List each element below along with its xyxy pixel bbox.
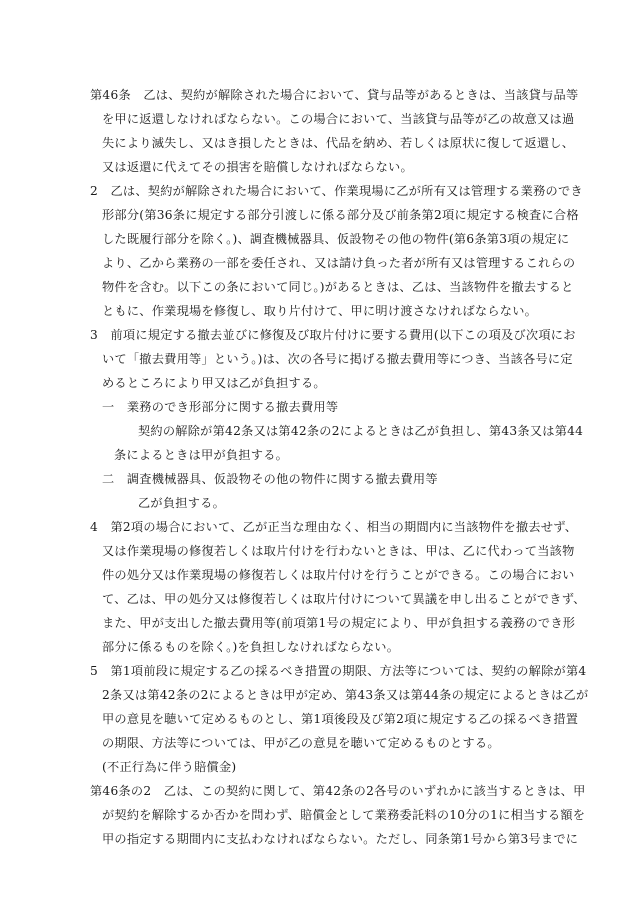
text-line: 形部分(第36条に規定する部分引渡しに係る部分及び前条第2項に規定する検査に合格 — [102, 208, 579, 222]
text-line: 失により滅失し、又はき損したときは、代品を納め、若しくは原状に復して返還し、 — [102, 136, 575, 150]
text-line: 2条又は第42条の2によるときは甲が定め、第43条又は第44条の規定によるときは乙が — [102, 688, 589, 702]
article-caption: (不正行為に伴う賠償金) — [102, 760, 237, 774]
text-line: 甲の意見を聴いて定めるものとし、第1項後段及び第2項に規定する乙の採るべき措置 — [102, 712, 579, 726]
text-line: 契約の解除が第42条又は第42条の2によるときは乙が負担し、第43条又は第44 — [138, 424, 584, 438]
text-line: より、乙から業務の一部を委任され、又は請け負った者が所有又は管理するこれらの — [102, 256, 576, 270]
text-line: 件の処分又は作業現場の修復若しくは取片付けを行うことができる。この場合におい — [102, 568, 575, 582]
text-line: 部分に係るものを除く。)を負担しなければならない。 — [102, 640, 400, 654]
text-line: が契約を解除するか否かを問わず、賠償金として業務委託料の10分の1に相当する額を — [102, 808, 586, 822]
article-46-heading-line: 第46条 乙は、契約が解除された場合において、貸与品等があるときは、当該貸与品等 — [90, 88, 579, 102]
text-line: めるところにより甲又は乙が負担する。 — [102, 376, 326, 390]
text-line: て、乙は、甲の処分又は修復若しくは取片付けについて異議を申し出ることができず、 — [102, 592, 586, 606]
text-line: の期限、方法等については、甲が乙の意見を聴いて定めるものとする。 — [102, 736, 500, 750]
text-line: 条によるときは甲が負担する。 — [114, 448, 289, 462]
paragraph-3-line: 3 前項に規定する撤去並びに修復及び取片付けに要する費用(以下この項及び次項にお — [90, 328, 576, 342]
text-line: いて「撤去費用等」という。)は、次の各号に掲げる撤去費用等につき、当該各号に定 — [102, 352, 573, 366]
text-line: 物件を含む。以下この条において同じ。)があるときは、乙は、当該物件を撤去すると — [102, 280, 574, 294]
text-line: また、甲が支出した撤去費用等(前項第1号の規定により、甲が負担する義務のでき形 — [102, 616, 576, 630]
article-46-2-heading-line: 第46条の2 乙は、この契約に関して、第42条の2各号のいずれかに該当するときは、甲 — [90, 784, 586, 798]
paragraph-5-line: 5 第1項前段に規定する乙の採るべき措置の期限、方法等については、契約の解除が第4 — [90, 664, 587, 678]
item-1-heading: 一 業務のでき形部分に関する撤去費用等 — [102, 400, 339, 414]
paragraph-2-line: 2 乙は、契約が解除された場合において、作業現場に乙が所有又は管理する業務のでき — [90, 184, 583, 198]
text-line: 甲の指定する期間内に支払わなければならない。ただし、同条第1号から第3号までに — [102, 832, 579, 846]
text-line: 乙が負担する。 — [138, 496, 226, 510]
text-line: ともに、作業現場を修復し、取り片付けて、甲に明け渡さなければならない。 — [102, 304, 538, 318]
text-line: 又は作業現場の修復若しくは取片付けを行わないときは、甲は、乙に代わって当該物 — [102, 544, 575, 558]
item-2-heading: 二 調査機械器具、仮設物その他の物件に関する撤去費用等 — [102, 472, 438, 486]
paragraph-4-line: 4 第2項の場合において、乙が正当な理由なく、相当の期間内に当該物件を撤去せず、 — [90, 520, 578, 534]
text-line: した既履行部分を除く。)、調査機械器具、仮設物その他の物件(第6条第3項の規定に — [102, 232, 570, 246]
text-line: 又は返還に代えてその損害を賠償しなければならない。 — [102, 160, 413, 174]
text-line: を甲に返還しなければならない。この場合において、当該貸与品等が乙の故意又は過 — [102, 112, 575, 126]
